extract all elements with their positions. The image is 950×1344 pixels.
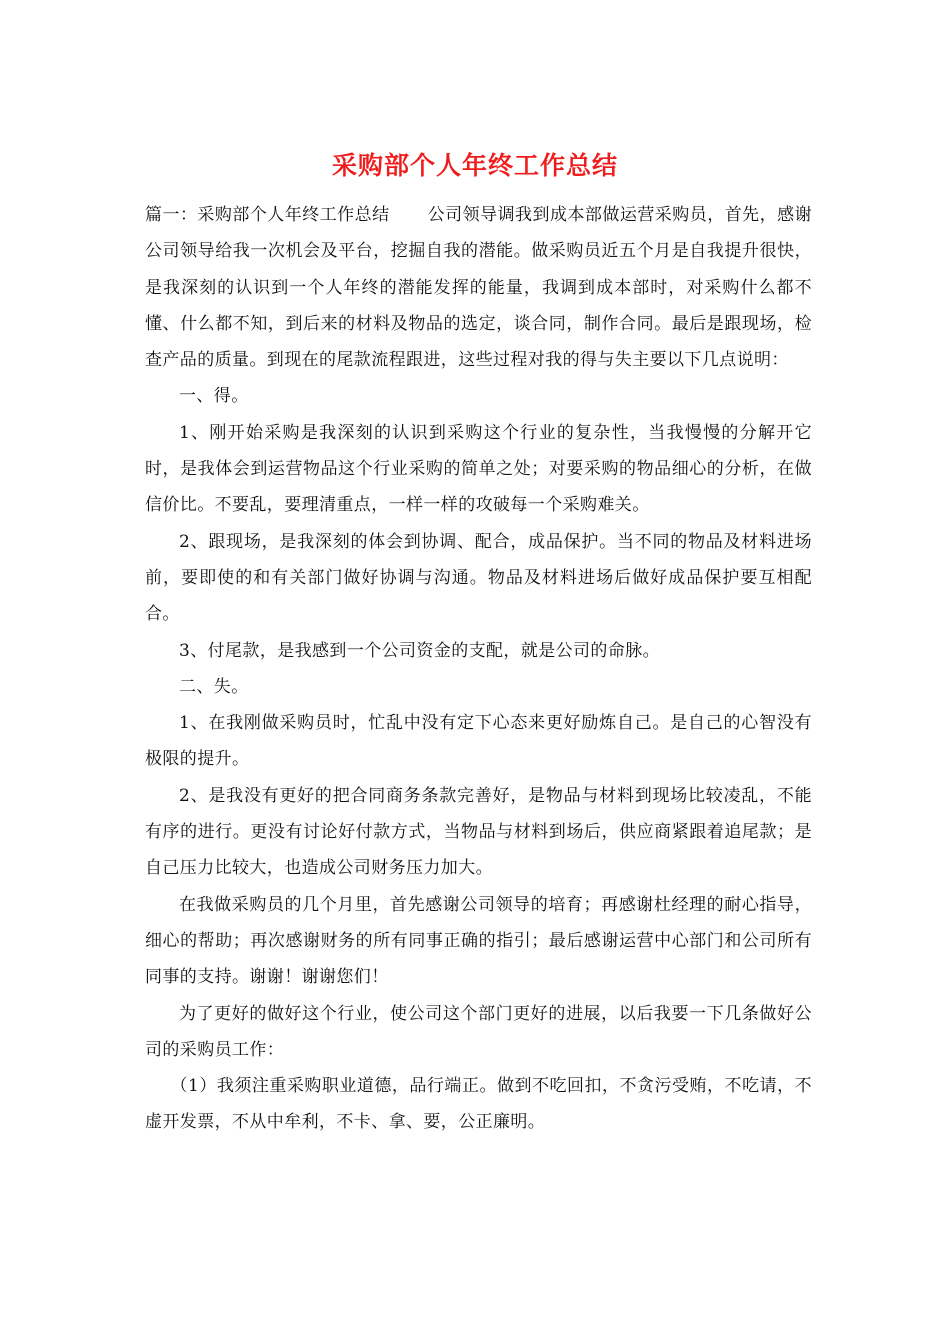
loss-item-1: 1、在我刚做采购员时，忙乱中没有定下心态来更好励炼自己。是自己的心智没有极限的提升。 — [145, 713, 812, 770]
section-heading-gains: 一、得。 — [179, 386, 249, 407]
intro-text: 公司领导调我到成本部做运营采购员，首先，感谢公司领导给我一次机会及平台，挖掘自我的潜能。做采购员近五个月是自我提升很快，是我深刻的认识到一个人年终的潜能发挥的能量，我调到成本部时，对采购什么都不懂、什么都不知，到后来的材料及物品的选定，谈合同，制作合同。最后是跟现场，检查产品的质量。到现在的尾款流程跟进，这些过程对我的得与失主要以下几点说明： — [145, 205, 812, 371]
intro-paragraph — [145, 197, 812, 378]
thanks-paragraph: 在我做采购员的几个月里，首先感谢公司领导的培育；再感谢杜经理的耐心指导，细心的帮助；再次感谢财务的所有同事正确的指引；最后感谢运营中心部门和公司所有同事的支持。谢谢！谢谢您们！ — [145, 894, 812, 988]
document-body — [145, 197, 812, 1141]
gain-item-2: 2、跟现场，是我深刻的体会到协调、配合，成品保护。当不同的物品及材料进场前，要即使的和有关部门做好协调与沟通。物品及材料进场后做好成品保护要互相配合。 — [145, 531, 812, 625]
section-heading-losses: 二、失。 — [179, 676, 249, 697]
plan-intro-paragraph: 为了更好的做好这个行业，使公司这个部门更好的进展，以后我要一下几条做好公司的采购员工作： — [145, 1003, 812, 1060]
gain-item-3: 3、付尾款，是我感到一个公司资金的支配，就是公司的命脉。 — [179, 640, 661, 661]
document-title: 采购部个人年终工作总结 — [331, 151, 618, 180]
intro-label: 篇一：采购部个人年终工作总结 — [145, 205, 390, 225]
loss-item-2: 2、是我没有更好的把合同商务条款完善好，是物品与材料到现场比较凌乱，不能有序的进行。更没有讨论好付款方式，当物品与材料到场后，供应商紧跟着追尾款；是自己压力比较大，也造成公司财务压力加大。 — [145, 785, 812, 879]
gain-item-1: 1、刚开始采购是我深刻的认识到采购这个行业的复杂性，当我慢慢的分解开它时，是我体会到运营物品这个行业采购的简单之处；对要采购的物品细心的分析，在做信价比。不要乱，要理清重点，一样一样的攻破每一个采购难关。 — [145, 422, 812, 516]
plan-item-1: （1）我须注重采购职业道德，品行端正。做到不吃回扣，不贪污受贿，不吃请，不虚开发票，不从中牟利，不卡、拿、要，公正廉明。 — [145, 1076, 812, 1133]
